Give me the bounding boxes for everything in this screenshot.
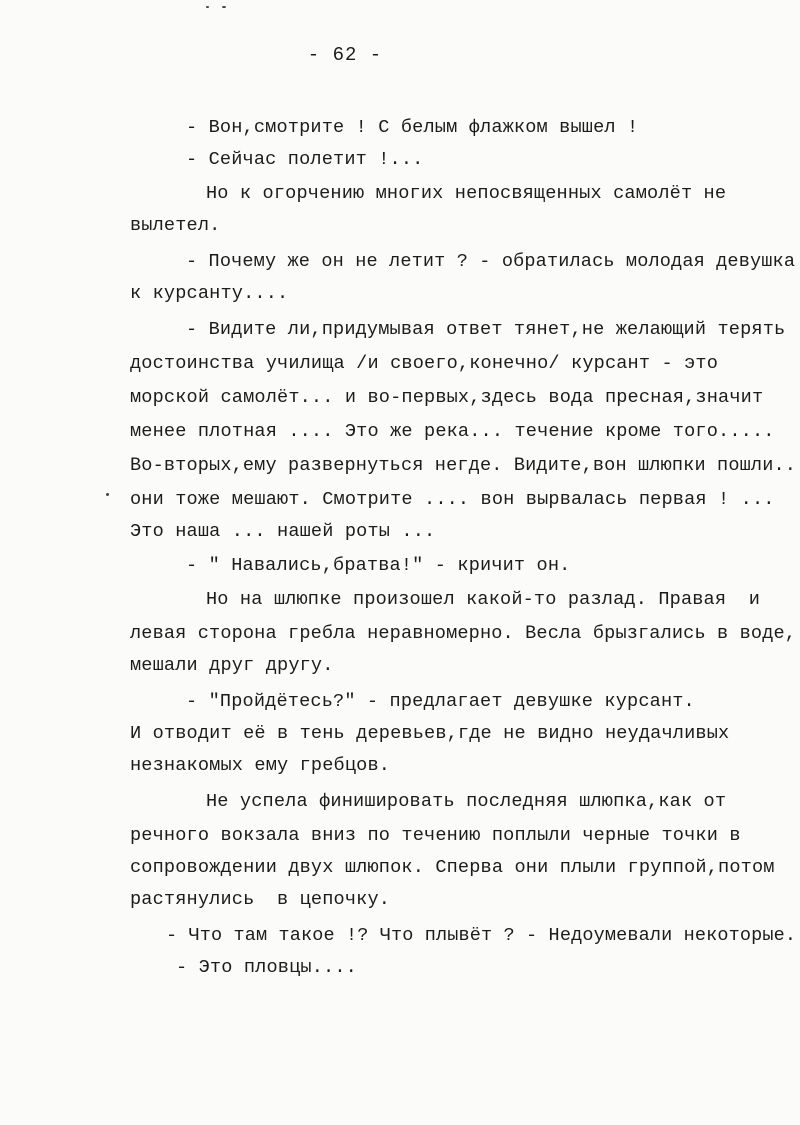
text-line: Но к огорчению многих непосвященных самолёт не [206, 183, 727, 204]
text-line: - Вон,смотрите ! С белым флажком вышел ! [186, 117, 639, 138]
scan-speck [222, 6, 226, 8]
text-line: И отводит её в тень деревьев,где не видно неудачливых [130, 723, 730, 744]
text-line: - " Навались,братва!" - кричит он. [186, 555, 571, 576]
text-line: Не успела финишировать последняя шлюпка,как от [206, 791, 727, 812]
text-line: - "Пройдётесь?" - предлагает девушке курсант. [186, 691, 695, 712]
text-line: - Сейчас полетит !... [186, 149, 424, 170]
text-line: морской самолёт... и во-первых,здесь вода пресная,значит [130, 387, 764, 408]
text-line: - Это пловцы.... [176, 957, 357, 978]
text-line: речного вокзала вниз по течению поплыли черные точки в [130, 825, 741, 846]
text-line: менее плотная .... Это же река... течение кроме того..... [130, 421, 775, 442]
text-line: достоинства училища /и своего,конечно/ курсант - это [130, 353, 719, 374]
scan-speck [106, 493, 109, 496]
text-line: Во-вторых,ему развернуться негде. Видите,вон шлюпки пошли.. [130, 455, 797, 476]
text-line: - Что там такое !? Что плывёт ? - Недоумевали некоторые. [166, 925, 797, 946]
text-line: растянулись в цепочку. [130, 889, 391, 910]
text-line: вылетел. [130, 215, 221, 236]
text-line: незнакомых ему гребцов. [130, 755, 391, 776]
text-line: Но на шлюпке произошел какой-то разлад. Правая и [206, 589, 761, 610]
text-line: к курсанту.... [130, 283, 289, 304]
text-line: - Видите ли,придумывая ответ тянет,не желающий терять [186, 319, 786, 340]
text-line: Это наша ... нашей роты ... [130, 521, 436, 542]
text-line: мешали друг другу. [130, 655, 334, 676]
text-line: левая сторона гребла неравномерно. Весла брызгались в воде, [130, 623, 797, 644]
text-line: - Почему же он не летит ? - обратилась молодая девушка [186, 251, 796, 272]
text-line: сопровождении двух шлюпок. Сперва они плыли группой,потом [130, 857, 775, 878]
scan-speck [206, 6, 209, 8]
text-line: они тоже мешают. Смотрите .... вон вырвалась первая ! ... [130, 489, 775, 510]
page-number: - 62 - [307, 44, 383, 66]
